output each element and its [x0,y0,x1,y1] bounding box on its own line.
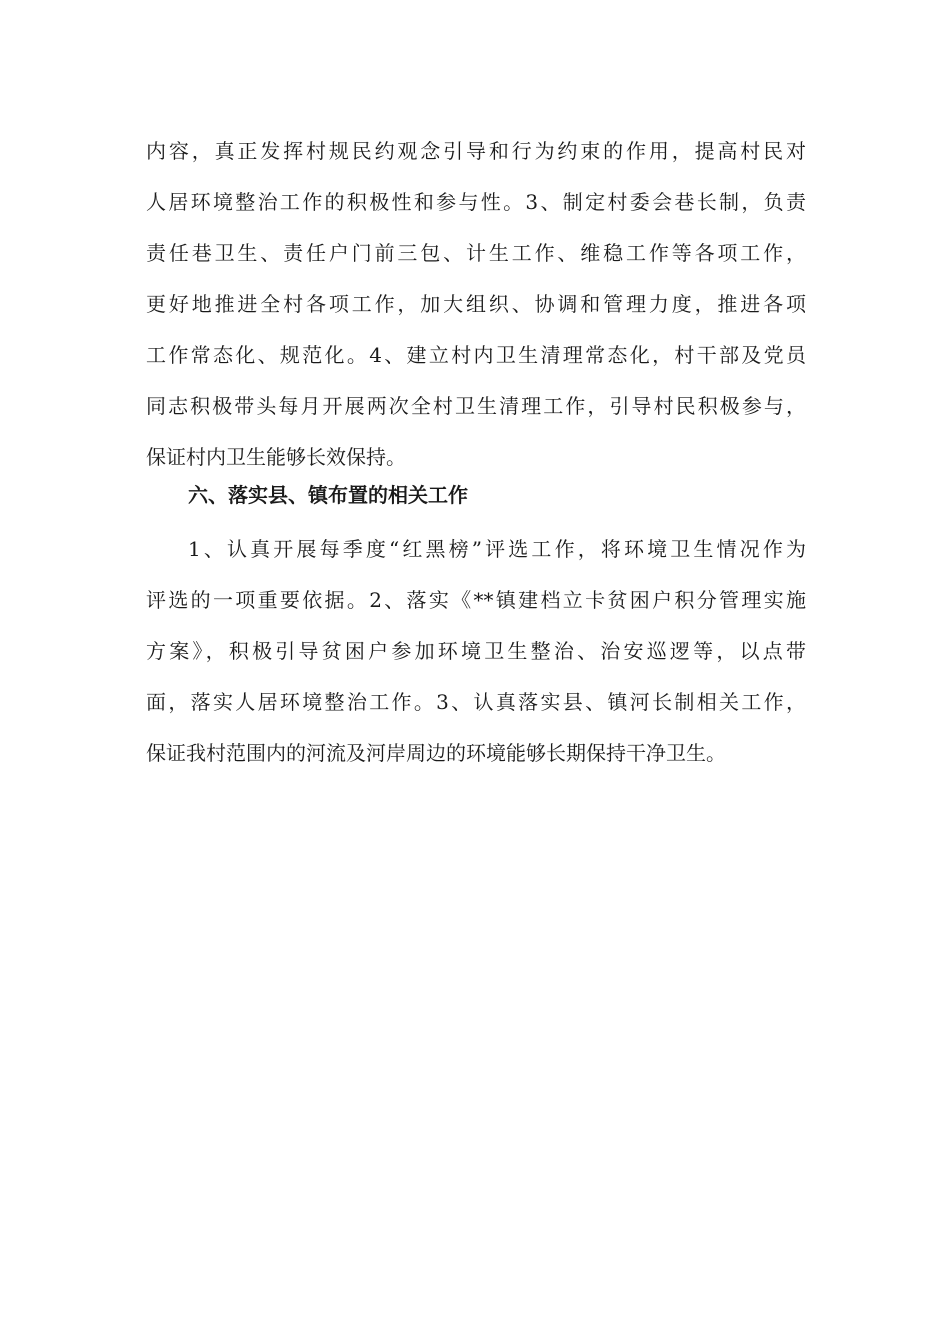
text-line: 方案》，积极引导贫困户参加环境卫生整治、治安巡逻等，以点带 [146,639,806,663]
section-heading-text: 六、落实县、镇布置的相关工作 [188,483,468,507]
text-line: 更好地推进全村各项工作，加大组织、协调和管理力度，推进各项 [146,292,806,316]
text-line: 人居环境整治工作的积极性和参与性。3、制定村委会巷长制，负责 [146,190,806,214]
paragraph-county-town-work [146,524,806,779]
text-line: 1、认真开展每季度“红黑榜”评选工作，将环境卫生情况作为 [188,537,806,561]
text-line: 面，落实人居环境整治工作。3、认真落实县、镇河长制相关工作， [146,690,806,714]
text-line: 责任巷卫生、责任户门前三包、计生工作、维稳工作等各项工作， [146,241,806,265]
text-line: 工作常态化、规范化。4、建立村内卫生清理常态化，村干部及党员 [146,343,806,367]
text-line: 同志积极带头每月开展两次全村卫生清理工作，引导村民积极参与， [146,394,806,418]
text-line: 评选的一项重要依据。2、落实《**镇建档立卡贫困户积分管理实施 [146,588,806,612]
text-line: 保证村内卫生能够长效保持。 [146,445,406,469]
text-line: 保证我村范围内的河流及河岸周边的环境能够长期保持干净卫生。 [146,741,726,765]
section-heading [146,470,806,521]
text-line: 内容，真正发挥村规民约观念引导和行为约束的作用，提高村民对 [146,139,806,163]
paragraph-rural-governance [146,126,806,483]
